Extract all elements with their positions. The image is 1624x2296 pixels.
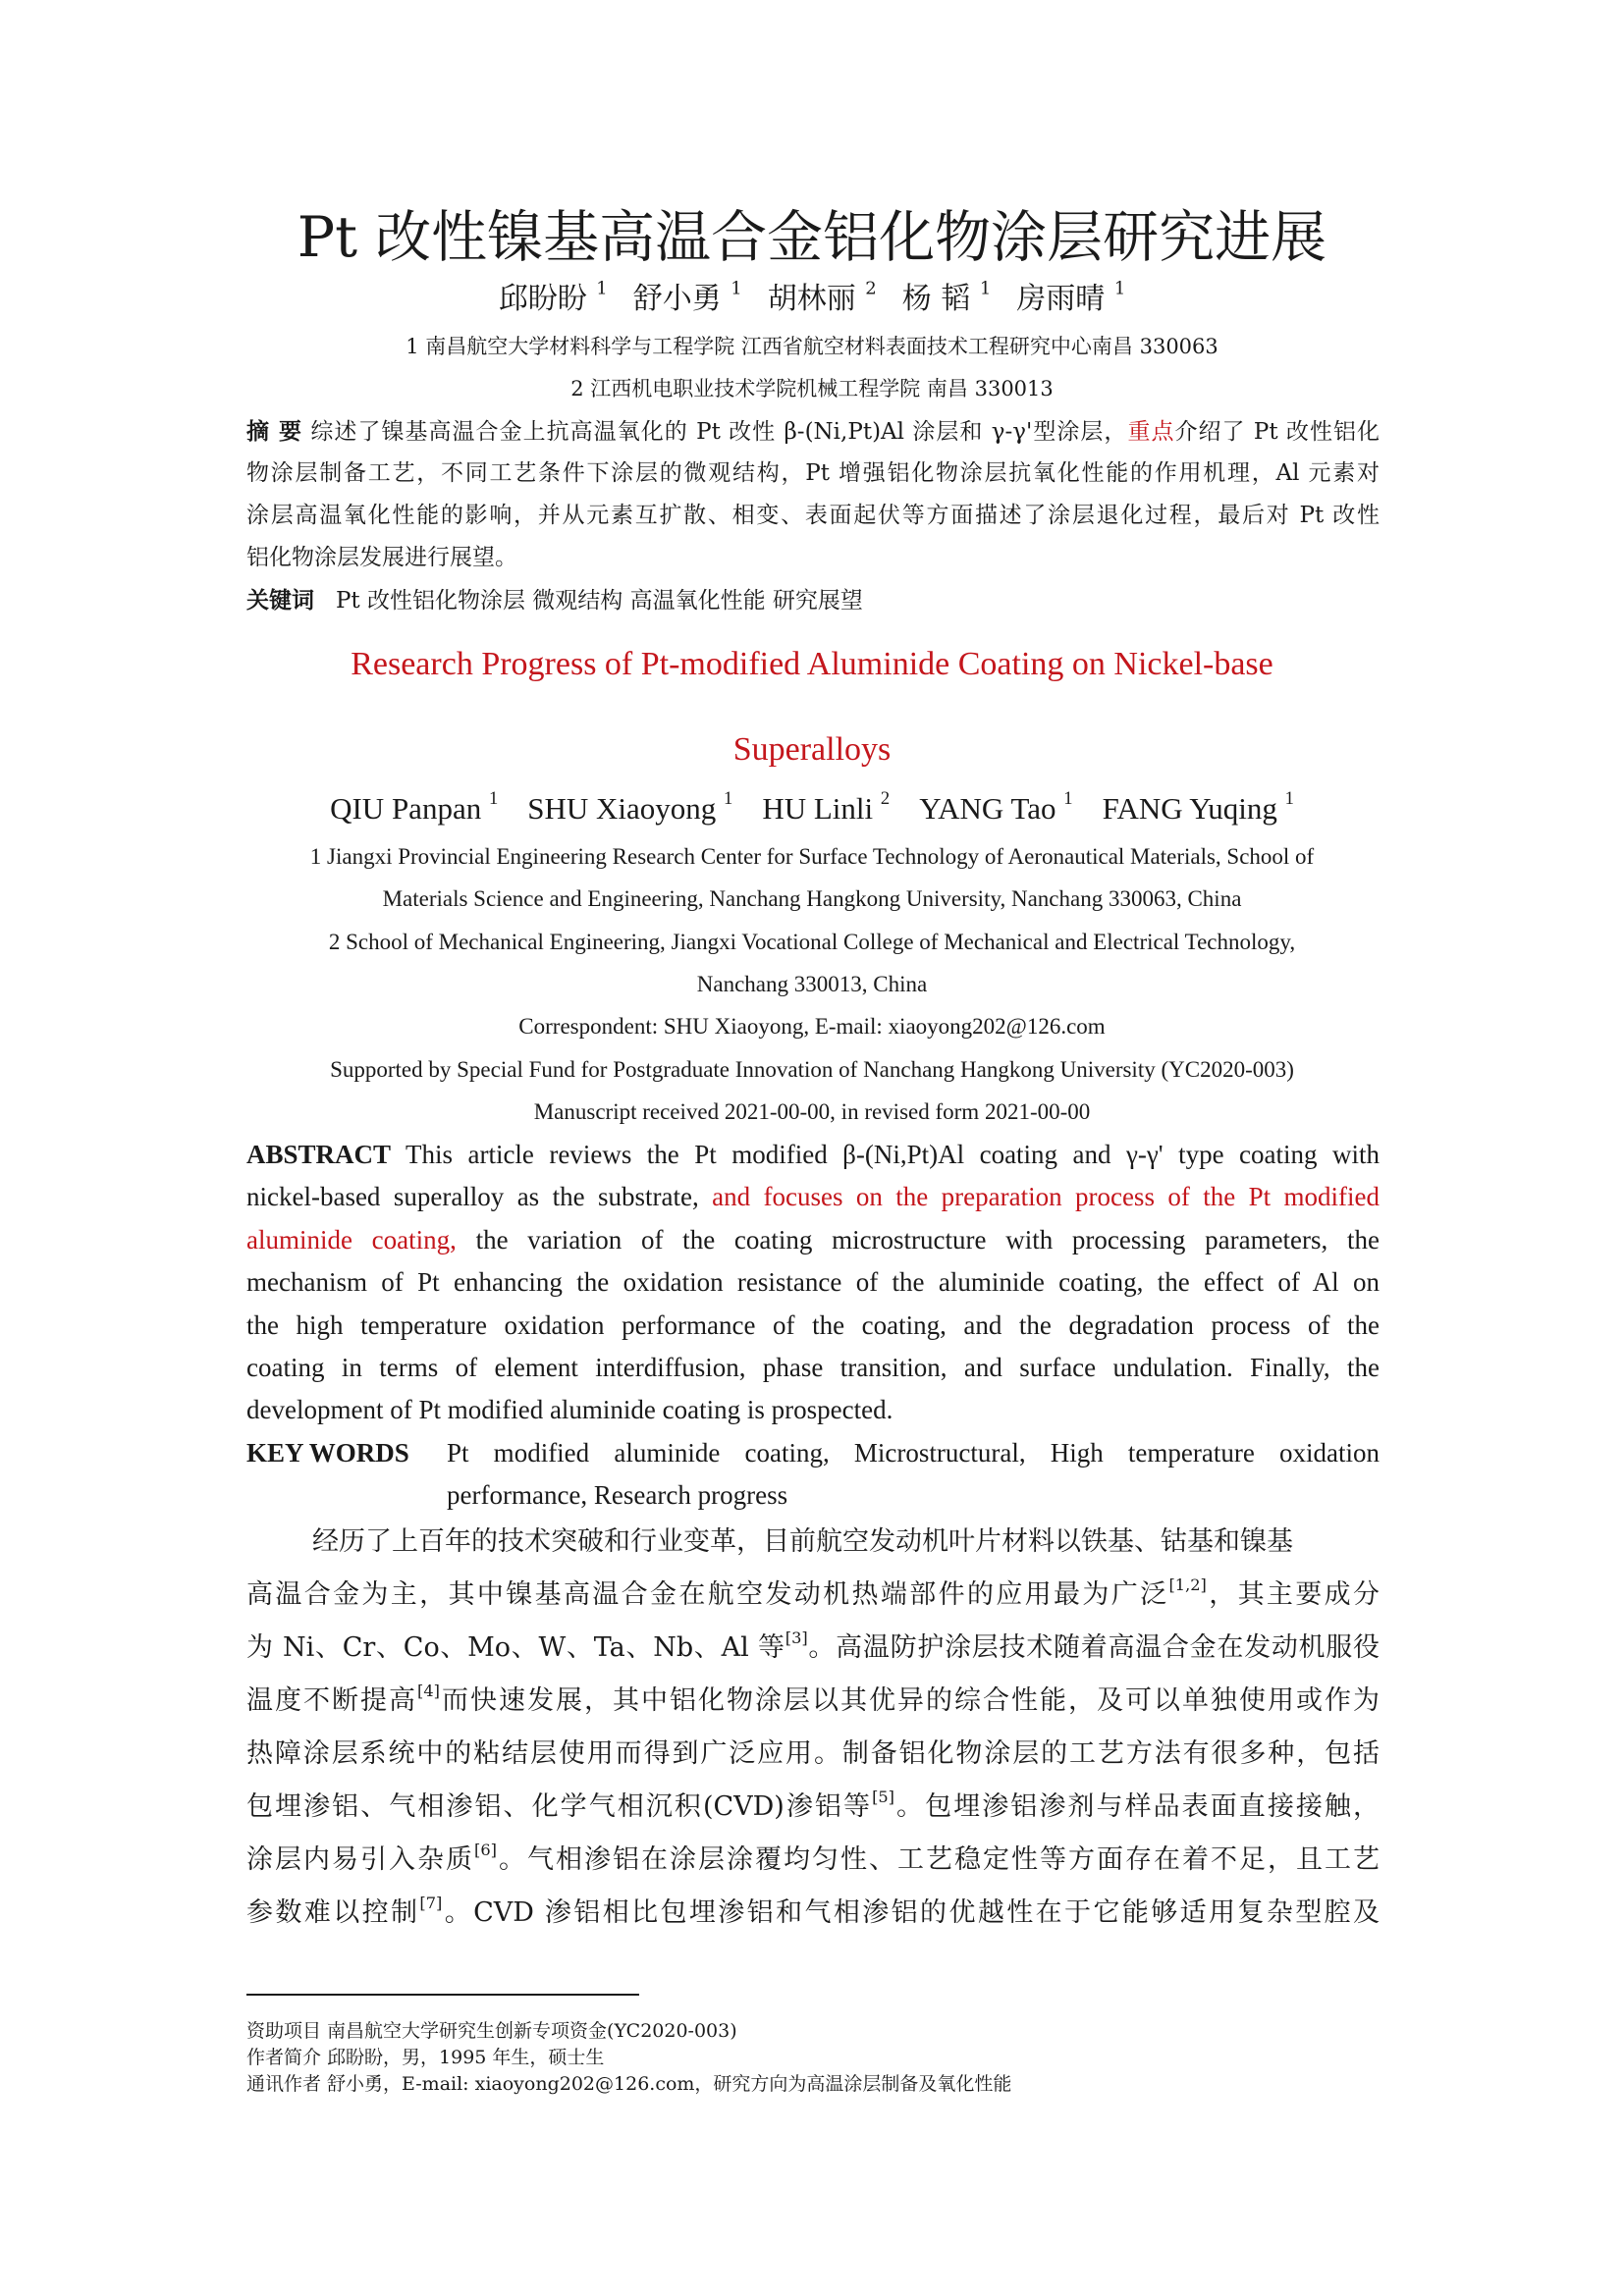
affiliation-cn-2: 2 江西机电职业技术学院机械工程学院 南昌 330013 [570, 377, 1054, 400]
text-run: This article reviews the Pt modified β-(Ni,Pt)Al coating and γ-γ' type coating with [391, 1140, 1380, 1169]
correspondent-line: Correspondent: SHU Xiaoyong, E-mail: xiaoyong202@126.com [518, 1014, 1106, 1039]
footnote-author-bio: 作者简介 邱盼盼，男，1995 年生，硕士生 [246, 2047, 605, 2068]
affiliation-en-line: 2 School of Mechanical Engineering, Jiangxi Vocational College of Mechanical and Electrical Technology, [328, 930, 1296, 954]
text-run: coating in terms of element interdiffusion, phase transition, and surface undulation. Finally, the [246, 1353, 1380, 1382]
abstract-cn-line [246, 462, 1380, 485]
cn-author: 房雨晴 $^1$ [1016, 278, 1126, 316]
citation-ref[interactable]: [3] [785, 1629, 808, 1648]
highlighted-text: aluminide coating, [246, 1225, 457, 1255]
manuscript-dates-line: Manuscript received 2021-00-00, in revised form 2021-00-00 [533, 1099, 1091, 1124]
text-run: 涂层高温氧化性能的影响，并从元素互扩散、相变、表面起伏等方面描述了涂层退化过程，最后对 Pt 改性 [246, 503, 1380, 528]
text-run: 而快速发展，其中铝化物涂层以其优异的综合性能，及可以单独使用或作为 [439, 1685, 1380, 1716]
cn-author: 舒小勇 $^1$ [632, 278, 742, 316]
keywords-en-line2: performance, Research progress [447, 1480, 788, 1510]
keywords-cn-text: Pt 改性铝化物涂层 微观结构 高温氧化性能 研究展望 [335, 588, 863, 614]
body-text-line [246, 1894, 1380, 1928]
affiliation-marker: 1 [1284, 788, 1294, 810]
affiliation-marker: 2 [865, 278, 877, 299]
text-run: 涂层内易引入杂质 [246, 1844, 475, 1875]
affiliation-cn-1: 1 南昌航空大学材料科学与工程学院 江西省航空材料表面技术工程研究中心南昌 330063 [406, 335, 1218, 358]
cn-author: 胡林丽 $^2$ [767, 278, 877, 316]
text-run: 经历了上百年的技术突破和行业变革，目前航空发动机叶片材料以铁基、钴基和镍基 [312, 1526, 1293, 1557]
affiliation-marker: 2 [880, 788, 891, 810]
abstract-cn-line [246, 420, 1380, 444]
footnote-corresponding-author: 通讯作者 舒小勇，E-mail: xiaoyong202@126.com，研究方向为高温涂层制备及氧化性能 [246, 2073, 1012, 2095]
author-list-en [0, 788, 1624, 826]
affiliation-marker: 1 [979, 278, 992, 299]
text-run: 物涂层制备工艺，不同工艺条件下涂层的微观结构，Pt 增强铝化物涂层抗氧化性能的作用机理，Al 元素对 [246, 460, 1380, 486]
en-author: QIU Panpan $^1$ [330, 788, 499, 826]
author-list-cn [0, 278, 1624, 316]
text-run: 包埋渗铝、气相渗铝、化学气相沉积(CVD)渗铝等 [246, 1791, 873, 1822]
paper-title-en-line1: Research Progress of Pt-modified Aluminide Coating on Nickel-base [351, 646, 1273, 682]
text-run: ，其主要成分 [1206, 1579, 1380, 1610]
body-text-line [312, 1528, 1293, 1555]
citation-ref[interactable]: [5] [872, 1788, 894, 1807]
footnote-funding: 资助项目 南昌航空大学研究生创新专项资金(YC2020-003) [246, 2020, 737, 2042]
text-run: 介绍了 Pt 改性铝化 [1174, 419, 1380, 445]
section-label: 摘 要 [246, 418, 303, 445]
body-text-line [246, 1788, 1380, 1822]
en-author: YANG Tao $^1$ [919, 788, 1073, 826]
abstract-en-line [246, 1397, 893, 1423]
en-author: SHU Xiaoyong $^1$ [527, 788, 733, 826]
keywords-en-line1: Pt modified aluminide coating, Microstructural, High temperature oxidation [447, 1438, 1380, 1468]
abstract-cn-line [246, 547, 517, 569]
body-text-line [246, 1575, 1380, 1610]
text-run: the variation of the coating microstructure with processing parameters, the [456, 1225, 1380, 1255]
text-run: 温度不断提高 [246, 1685, 418, 1716]
text-run: 为 Ni、Cr、Co、Mo、W、Ta、Nb、Al 等 [246, 1632, 785, 1663]
text-run: 。气相渗铝在涂层涂覆均匀性、工艺稳定性等方面存在着不足，且工艺 [496, 1844, 1380, 1875]
abstract-en-line [246, 1269, 1380, 1296]
text-run: 参数难以控制 [246, 1897, 420, 1928]
affiliation-marker: 1 [488, 788, 499, 810]
highlighted-text: and focuses on the preparation process of the Pt modified [712, 1182, 1380, 1211]
paper-title-cn: Pt 改性镍基高温合金铝化物涂层研究进展 [297, 205, 1327, 270]
body-text-line [246, 1629, 1380, 1663]
text-run: development of Pt modified aluminide coating is prospected. [246, 1395, 893, 1424]
citation-ref[interactable]: [4] [417, 1682, 440, 1701]
highlighted-text: 重点 [1127, 419, 1175, 445]
body-text-line [246, 1740, 1380, 1767]
footnote-divider [246, 1994, 639, 1996]
body-text-line [246, 1682, 1380, 1716]
section-label: ABSTRACT [246, 1140, 392, 1169]
cn-author: 杨 韬 $^1$ [901, 278, 992, 316]
paper-title-en-line2: Superalloys [732, 731, 892, 768]
text-run: 热障涂层系统中的粘结层使用而得到广泛应用。制备铝化物涂层的工艺方法有很多种，包括 [246, 1738, 1380, 1769]
citation-ref[interactable]: [6] [474, 1841, 497, 1860]
abstract-en-line [246, 1312, 1380, 1339]
abstract-en-line [246, 1227, 1380, 1254]
text-run: 高温合金为主，其中镍基高温合金在航空发动机热端部件的应用最为广泛 [246, 1579, 1169, 1610]
text-run: 。包埋渗铝渗剂与样品表面直接接触， [894, 1791, 1380, 1822]
affiliation-en-line: Materials Science and Engineering, Nanchang Hangkong University, Nanchang 330063, China [382, 886, 1242, 911]
affiliation-marker: 1 [724, 788, 733, 810]
keywords-en-label: KEY WORDS [246, 1438, 409, 1468]
en-author: FANG Yuqing $^1$ [1102, 788, 1294, 826]
abstract-en-line [246, 1184, 1380, 1210]
abstract-cn-line [246, 505, 1380, 527]
abstract-en-line [246, 1355, 1380, 1381]
keywords-cn-label: 关键词 [246, 587, 314, 614]
keywords-cn [246, 589, 863, 613]
text-run: mechanism of Pt enhancing the oxidation resistance of the aluminide coating, the effect of Al on [246, 1267, 1380, 1297]
abstract-en-line [246, 1142, 1380, 1168]
text-run: 。CVD 渗铝相比包埋渗铝和气相渗铝的优越性在于它能够适用复杂型腔及 [442, 1897, 1380, 1928]
citation-ref[interactable]: [1,2] [1168, 1575, 1207, 1595]
text-run: 。高温防护涂层技术随着高温合金在发动机服役 [807, 1632, 1380, 1663]
funding-line: Supported by Special Fund for Postgraduate Innovation of Nanchang Hangkong University (YC2020-003) [330, 1057, 1294, 1082]
cn-author: 邱盼盼 $^1$ [498, 278, 608, 316]
text-run: 综述了镍基高温合金上抗高温氧化的 Pt 改性 β-(Ni,Pt)Al 涂层和 γ-γ'型涂层， [302, 419, 1128, 445]
affiliation-en-line: Nanchang 330013, China [696, 972, 928, 996]
en-author: HU Linli $^2$ [762, 788, 891, 826]
affiliation-marker: 1 [731, 278, 742, 299]
affiliation-marker: 1 [1063, 788, 1073, 810]
text-run: nickel-based superalloy as the substrate, [246, 1182, 713, 1211]
affiliation-en-line: 1 Jiangxi Provincial Engineering Research Center for Surface Technology of Aeronautical Materials, School of [309, 844, 1315, 869]
text-run: 铝化物涂层发展进行展望。 [246, 545, 517, 570]
affiliation-marker: 1 [596, 278, 608, 299]
text-run: the high temperature oxidation performance of the coating, and the degradation process of the [246, 1310, 1380, 1340]
affiliation-marker: 1 [1113, 278, 1126, 299]
citation-ref[interactable]: [7] [419, 1894, 443, 1913]
body-text-line [246, 1841, 1380, 1875]
